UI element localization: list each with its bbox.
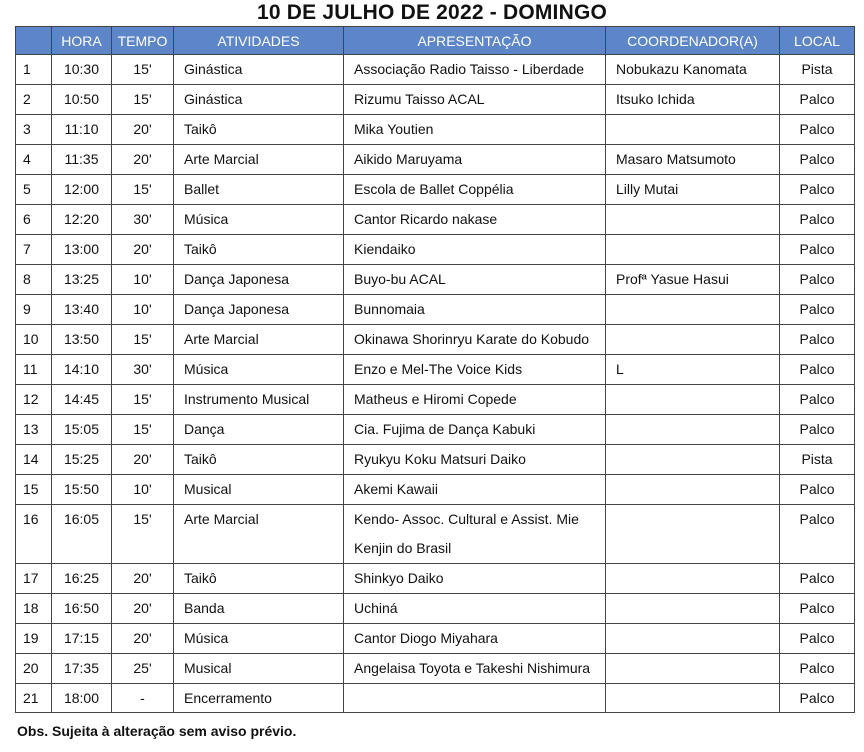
cell-coordenador: Nobukazu Kanomata [606,55,780,85]
cell-coordenador [606,385,780,415]
cell-apresentacao: Enzo e Mel-The Voice Kids [344,355,606,385]
table-row [16,145,855,175]
cell-num: 21 [16,684,52,713]
cell-atividade: Ginástica [174,85,344,115]
cell-local: Palco [780,355,855,385]
cell-local: Palco [780,505,855,564]
cell-coordenador [606,235,780,265]
cell-tempo: 20' [112,115,174,145]
cell-tempo: 10' [112,265,174,295]
cell-atividade: Taikô [174,115,344,145]
cell-tempo: 15' [112,175,174,205]
cell-coordenador [606,505,780,564]
cell-apresentacao: Matheus e Hiromi Copede [344,385,606,415]
cell-coordenador [606,475,780,505]
cell-apresentacao: Okinawa Shorinryu Karate do Kobudo [344,325,606,355]
cell-local: Pista [780,445,855,475]
cell-hora: 17:15 [52,624,112,654]
cell-hora: 11:35 [52,145,112,175]
cell-local: Palco [780,85,855,115]
cell-num: 16 [16,505,52,564]
cell-hora: 13:25 [52,265,112,295]
cell-coordenador [606,564,780,594]
header-atividades: ATIVIDADES [174,27,344,55]
header-local: LOCAL [780,27,855,55]
page-title: 10 DE JULHO DE 2022 - DOMINGO [256,1,608,24]
cell-hora: 16:05 [52,505,112,564]
cell-tempo: 30' [112,355,174,385]
table-row [16,85,855,115]
cell-apresentacao: Buyo-bu ACAL [344,265,606,295]
cell-tempo: 15' [112,505,174,564]
cell-hora: 15:05 [52,415,112,445]
cell-coordenador: Profª Yasue Hasui [606,265,780,295]
table-row [16,475,855,505]
cell-local: Palco [780,654,855,684]
cell-tempo: 20' [112,594,174,624]
header-coordenador: COORDENADOR(A) [606,27,780,55]
cell-tempo: 10' [112,475,174,505]
cell-local: Palco [780,145,855,175]
cell-num: 17 [16,564,52,594]
table-row [16,205,855,235]
cell-atividade: Taikô [174,445,344,475]
cell-tempo: 20' [112,445,174,475]
cell-coordenador [606,684,780,713]
cell-apresentacao: Escola de Ballet Coppélia [344,175,606,205]
cell-atividade: Taikô [174,235,344,265]
cell-local: Palco [780,684,855,713]
cell-atividade: Dança [174,415,344,445]
schedule-table [15,26,855,713]
cell-coordenador [606,325,780,355]
cell-tempo: 15' [112,415,174,445]
cell-apresentacao: Cantor Ricardo nakase [344,205,606,235]
cell-apresentacao: Mika Youtien [344,115,606,145]
cell-local: Palco [780,475,855,505]
cell-hora: 17:35 [52,654,112,684]
cell-coordenador [606,594,780,624]
cell-num: 4 [16,145,52,175]
cell-local: Palco [780,205,855,235]
cell-coordenador: Itsuko Ichida [606,85,780,115]
cell-apresentacao: Kendo- Assoc. Cultural e Assist. Mie Kenjin do Brasil [344,505,606,564]
table-row [16,415,855,445]
cell-apresentacao: Kiendaiko [344,235,606,265]
cell-atividade: Música [174,355,344,385]
cell-num: 10 [16,325,52,355]
cell-hora: 11:10 [52,115,112,145]
cell-hora: 13:50 [52,325,112,355]
table-row [16,594,855,624]
header-num [16,27,52,55]
cell-local: Palco [780,385,855,415]
cell-num: 11 [16,355,52,385]
table-row [16,295,855,325]
cell-atividade: Musical [174,654,344,684]
cell-apresentacao: Akemi Kawaii [344,475,606,505]
cell-apresentacao: Cia. Fujima de Dança Kabuki [344,415,606,445]
header-apresentacao: APRESENTAÇÃO [344,27,606,55]
cell-num: 15 [16,475,52,505]
table-row [16,564,855,594]
cell-atividade: Dança Japonesa [174,265,344,295]
cell-local: Palco [780,624,855,654]
cell-tempo: 25' [112,654,174,684]
cell-local: Palco [780,235,855,265]
cell-atividade: Ginástica [174,55,344,85]
cell-tempo: 20' [112,235,174,265]
cell-atividade: Arte Marcial [174,145,344,175]
cell-tempo: 15' [112,325,174,355]
cell-num: 7 [16,235,52,265]
cell-coordenador: L [606,355,780,385]
table-row [16,385,855,415]
cell-coordenador [606,205,780,235]
header-tempo: TEMPO [112,27,174,55]
header-row [16,27,855,55]
cell-atividade: Arte Marcial [174,505,344,564]
cell-hora: 13:40 [52,295,112,325]
cell-apresentacao: Cantor Diogo Miyahara [344,624,606,654]
cell-coordenador: Masaro Matsumoto [606,145,780,175]
cell-num: 13 [16,415,52,445]
cell-apresentacao: Ryukyu Koku Matsuri Daiko [344,445,606,475]
cell-apresentacao: Aikido Maruyama [344,145,606,175]
cell-hora: 14:45 [52,385,112,415]
cell-num: 6 [16,205,52,235]
cell-hora: 18:00 [52,684,112,713]
cell-atividade: Música [174,205,344,235]
cell-num: 12 [16,385,52,415]
cell-tempo: 15' [112,385,174,415]
cell-tempo: 30' [112,205,174,235]
cell-local: Palco [780,594,855,624]
table-row [16,355,855,385]
cell-local: Palco [780,175,855,205]
cell-local: Palco [780,295,855,325]
cell-apresentacao: Rizumu Taisso ACAL [344,85,606,115]
cell-local: Palco [780,325,855,355]
table-row [16,684,855,713]
cell-num: 14 [16,445,52,475]
cell-atividade: Ballet [174,175,344,205]
cell-apresentacao: Uchiná [344,594,606,624]
cell-apresentacao: Shinkyo Daiko [344,564,606,594]
cell-atividade: Taikô [174,564,344,594]
table-row [16,175,855,205]
cell-num: 1 [16,55,52,85]
cell-num: 9 [16,295,52,325]
cell-apresentacao: Bunnomaia [344,295,606,325]
table-row [16,445,855,475]
table-row [16,505,855,564]
cell-apresentacao: Associação Radio Taisso - Liberdade [344,55,606,85]
cell-hora: 12:20 [52,205,112,235]
cell-hora: 14:10 [52,355,112,385]
cell-coordenador [606,295,780,325]
cell-local: Palco [780,265,855,295]
cell-local: Palco [780,415,855,445]
cell-tempo: 15' [112,85,174,115]
cell-atividade: Encerramento [174,684,344,713]
cell-hora: 16:25 [52,564,112,594]
cell-local: Palco [780,564,855,594]
cell-atividade: Musical [174,475,344,505]
cell-coordenador [606,415,780,445]
cell-local: Pista [780,55,855,85]
table-row [16,624,855,654]
header-hora: HORA [52,27,112,55]
cell-atividade: Banda [174,594,344,624]
cell-coordenador [606,115,780,145]
cell-num: 20 [16,654,52,684]
cell-num: 2 [16,85,52,115]
cell-hora: 12:00 [52,175,112,205]
cell-hora: 16:50 [52,594,112,624]
table-row [16,265,855,295]
cell-coordenador [606,654,780,684]
cell-coordenador: Lilly Mutai [606,175,780,205]
cell-tempo: - [112,684,174,713]
cell-tempo: 20' [112,624,174,654]
table-row [16,55,855,85]
cell-num: 8 [16,265,52,295]
cell-num: 18 [16,594,52,624]
cell-atividade: Música [174,624,344,654]
cell-tempo: 15' [112,55,174,85]
cell-num: 5 [16,175,52,205]
cell-num: 3 [16,115,52,145]
table-row [16,325,855,355]
cell-apresentacao [344,684,606,713]
cell-apresentacao: Angelaisa Toyota e Takeshi Nishimura [344,654,606,684]
cell-coordenador [606,624,780,654]
cell-hora: 15:25 [52,445,112,475]
cell-hora: 13:00 [52,235,112,265]
cell-tempo: 10' [112,295,174,325]
cell-atividade: Arte Marcial [174,325,344,355]
cell-hora: 10:30 [52,55,112,85]
cell-atividade: Instrumento Musical [174,385,344,415]
table-row [16,235,855,265]
table-row [16,654,855,684]
cell-tempo: 20' [112,564,174,594]
cell-local: Palco [780,115,855,145]
cell-tempo: 20' [112,145,174,175]
cell-num: 19 [16,624,52,654]
footnote: Obs. Sujeita à alteração sem aviso prévio. [17,723,297,739]
cell-hora: 10:50 [52,85,112,115]
cell-hora: 15:50 [52,475,112,505]
cell-atividade: Dança Japonesa [174,295,344,325]
schedule-body [16,55,855,713]
cell-coordenador [606,445,780,475]
table-row [16,115,855,145]
